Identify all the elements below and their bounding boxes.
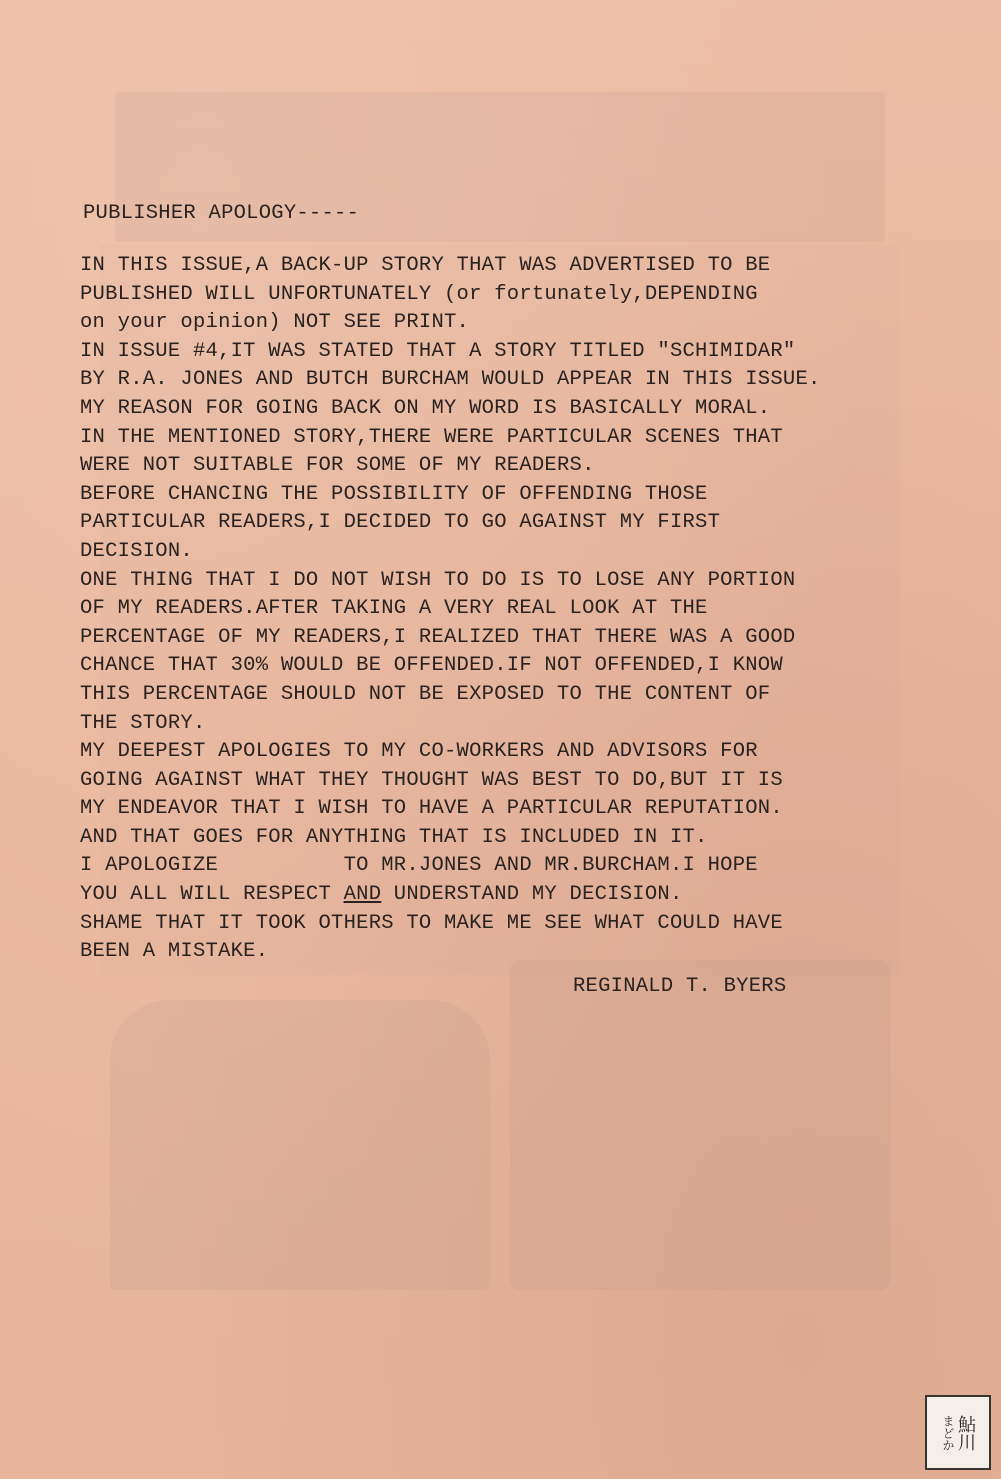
body-line: PUBLISHED WILL UNFORTUNATELY (or fortunately,DEPENDING: [80, 282, 758, 306]
body-line: IN THIS ISSUE,A BACK-UP STORY THAT WAS ADVERTISED TO BE: [80, 254, 771, 277]
body-line: MY REASON FOR GOING BACK ON MY WORD IS BASICALLY MORAL.: [80, 396, 771, 420]
watermark-seal: [925, 1395, 991, 1470]
body-line: WERE NOT SUITABLE FOR SOME OF MY READERS.: [80, 454, 595, 478]
body-line: BY R.A. JONES AND BUTCH BURCHAM WOULD APPEAR IN THIS ISSUE.: [80, 368, 821, 392]
body-line: THIS PERCENTAGE SHOULD NOT BE EXPOSED TO THE CONTENT OF: [80, 682, 771, 706]
letter-heading: PUBLISHER APOLOGY-----: [83, 202, 360, 225]
body-line: PERCENTAGE OF MY READERS,I REALIZED THAT THERE WAS A GOOD: [80, 625, 796, 649]
body-line: OF MY READERS.AFTER TAKING A VERY REAL LOOK AT THE: [80, 597, 708, 621]
body-line: MY DEEPEST APOLOGIES TO MY CO-WORKERS AND ADVISORS FOR: [80, 740, 758, 764]
seal-large-text: 鮎川: [955, 1414, 976, 1451]
body-line: CHANCE THAT 30% WOULD BE OFFENDED.IF NOT OFFENDED,I KNOW: [80, 654, 783, 678]
respect-line: [80, 881, 980, 910]
body-line: IN ISSUE #4,IT WAS STATED THAT A STORY TITLED "SCHIMIDAR": [80, 339, 796, 363]
body-line: DECISION.: [80, 539, 193, 563]
body-line: GOING AGAINST WHAT THEY THOUGHT WAS BEST TO DO,BUT IT IS: [80, 768, 783, 792]
respect-before: YOU ALL WILL RESPECT: [80, 883, 344, 907]
letter-body: [80, 252, 980, 967]
seal-small-text: まどか: [941, 1414, 955, 1451]
closing-line: SHAME THAT IT TOOK OTHERS TO MAKE ME SEE WHAT COULD HAVE: [80, 911, 783, 935]
signature: REGINALD T. BYERS: [573, 975, 787, 998]
body-line: THE STORY.: [80, 711, 206, 735]
respect-after: UNDERSTAND MY DECISION.: [381, 883, 683, 907]
body-line: on your opinion) NOT SEE PRINT.: [80, 311, 470, 335]
body-line: IN THE MENTIONED STORY,THERE WERE PARTICULAR SCENES THAT: [80, 425, 783, 449]
body-line: PARTICULAR READERS,I DECIDED TO GO AGAINST MY FIRST: [80, 511, 721, 535]
body-line: MY ENDEAVOR THAT I WISH TO HAVE A PARTICULAR REPUTATION.: [80, 797, 783, 821]
respect-emphasis: AND: [343, 883, 382, 907]
body-line: ONE THING THAT I DO NOT WISH TO DO IS TO LOSE ANY PORTION: [80, 568, 796, 592]
closing-line: BEEN A MISTAKE.: [80, 940, 269, 964]
body-line: I APOLOGIZE TO MR.JONES AND MR.BURCHAM.I HOPE: [80, 854, 758, 878]
body-line: BEFORE CHANCING THE POSSIBILITY OF OFFENDING THOSE: [80, 482, 708, 506]
body-line: AND THAT GOES FOR ANYTHING THAT IS INCLUDED IN IT.: [80, 825, 708, 849]
